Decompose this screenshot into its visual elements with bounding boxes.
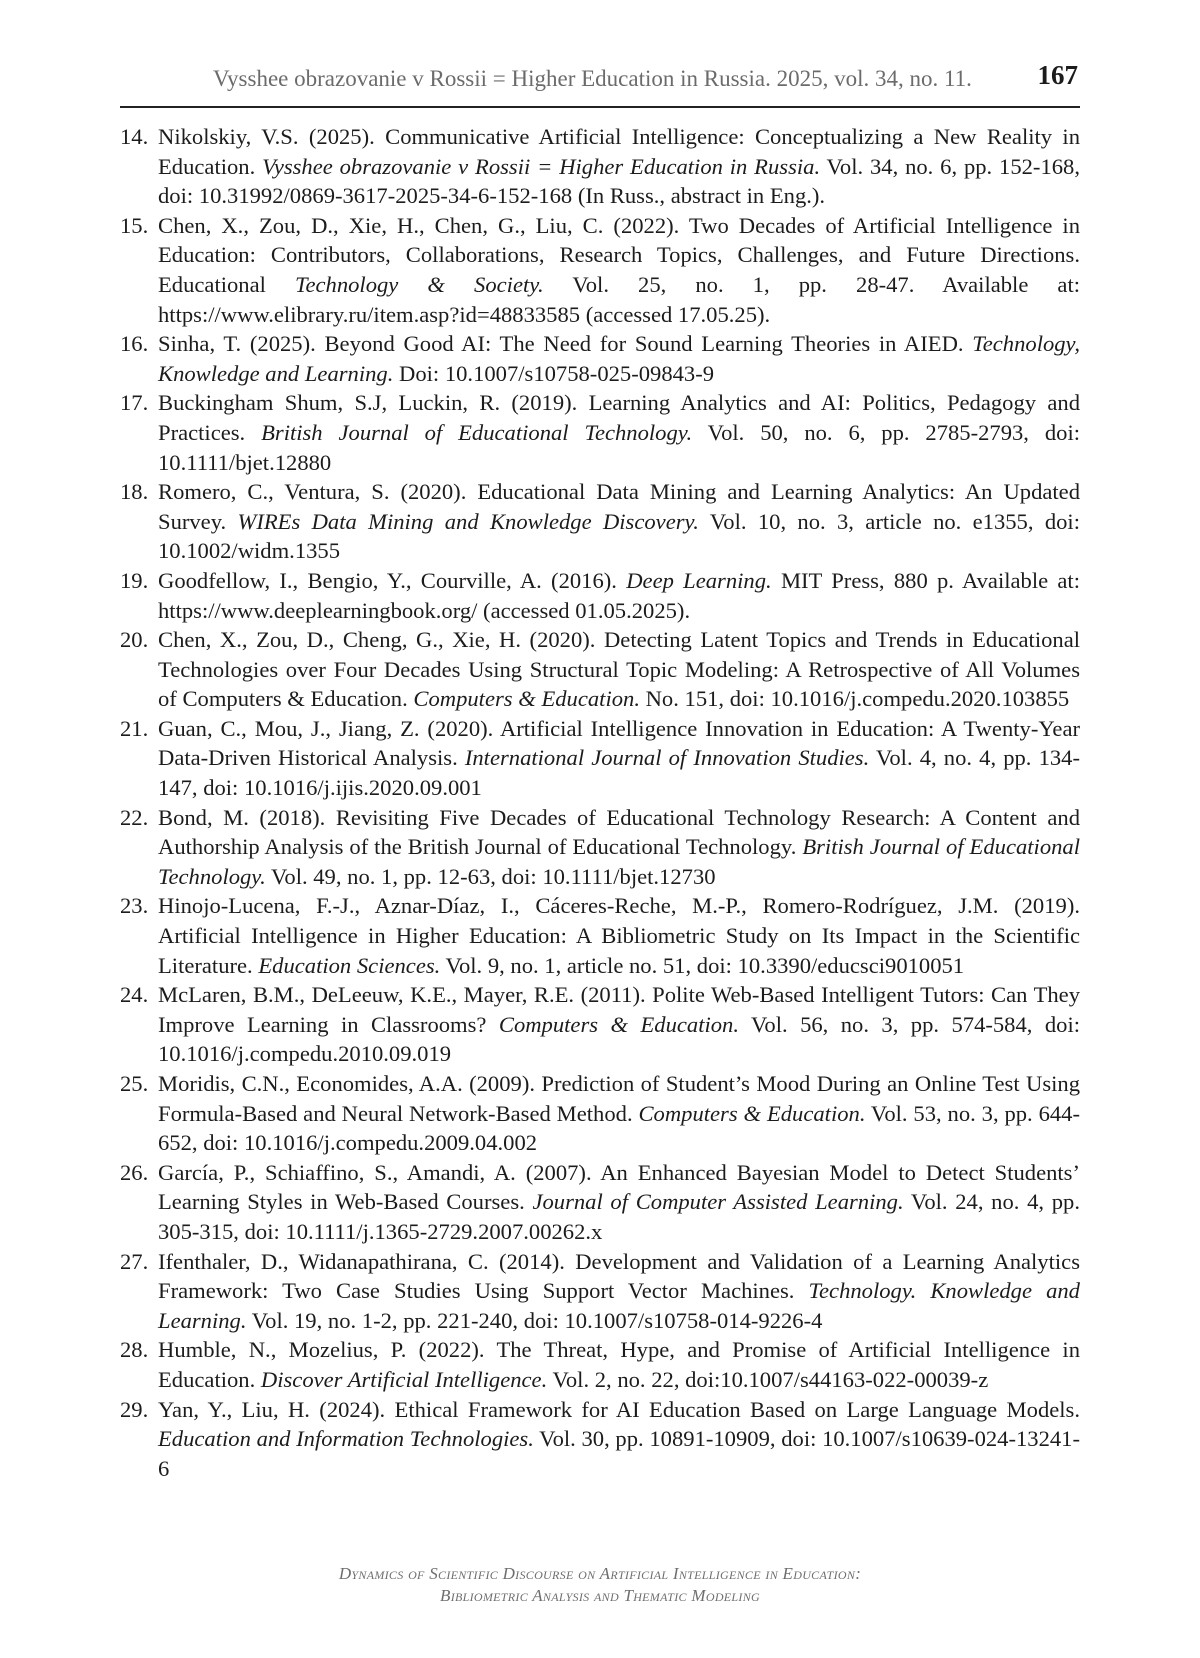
- reference-item: [120, 1335, 1080, 1394]
- page-footer: [0, 1563, 1200, 1607]
- reference-item: [120, 477, 1080, 566]
- reference-source: Deep Learning.: [626, 567, 772, 593]
- reference-source: Technology & Society.: [294, 271, 544, 297]
- reference-number: 24.: [120, 982, 149, 1008]
- reference-item: [120, 388, 1080, 477]
- reference-text: Yan, Y., Liu, H. (2024). Ethical Framework for AI Education Based on Large Language Models.: [158, 1396, 1080, 1422]
- reference-details: Vol. 4, no. 4, pp. 134-147, doi: 10.1016/j.ijis.2020.09.001: [158, 745, 1080, 801]
- reference-item: [120, 1395, 1080, 1484]
- reference-text: Nikolskiy, V.S. (2025). Communicative Artificial Intelligence: Conceptualizing a New Reality in Education.: [158, 124, 1080, 179]
- reference-item: [120, 329, 1080, 388]
- reference-source: Technology, Knowledge and Learning.: [158, 331, 1080, 386]
- reference-number: 21.: [120, 715, 149, 741]
- reference-source: British Journal of Educational Technology.: [261, 419, 693, 445]
- reference-number: 19.: [120, 567, 149, 593]
- reference-item: [120, 1158, 1080, 1247]
- reference-details: Vol. 53, no. 3, pp. 644-652, doi: 10.1016/j.compedu.2009.04.002: [158, 1100, 1080, 1156]
- reference-item: [120, 122, 1080, 211]
- footer-title-line-1: Dynamics of Scientific Discourse on Artificial Intelligence in Education:: [338, 1564, 862, 1583]
- reference-text: Bond, M. (2018). Revisiting Five Decades of Educational Technology Research: A Content and Authorship Analysis of the British Journal of Educational Technology.: [158, 804, 1080, 860]
- reference-source: British Journal of Educational Technology.: [158, 834, 1080, 889]
- reference-item: [120, 891, 1080, 980]
- reference-text: Chen, X., Zou, D., Xie, H., Chen, G., Liu, C. (2022). Two Decades of Artificial Intelligence in Education: Contributors, Collaborations, Research Topics, Challenges, and Future Directions. Educational: [158, 212, 1080, 297]
- reference-details: MIT Press, 880 p. Available at: https://www.deeplearningbook.org/ (accessed 01.05.2025).: [158, 567, 1080, 623]
- reference-number: 20.: [120, 627, 149, 653]
- reference-details: Vol. 49, no. 1, pp. 12-63, doi: 10.1111/bjet.12730: [265, 863, 716, 889]
- reference-details: Vol. 9, no. 1, article no. 51, doi: 10.3390/educsci9010051: [440, 952, 965, 978]
- reference-source: International Journal of Innovation Studies.: [464, 745, 870, 771]
- reference-details: Vol. 34, no. 6, pp. 152-168, doi: 10.31992/0869-3617-2025-34-6-152-168 (In Russ., abstract in Eng.).: [158, 153, 1080, 209]
- reference-list: [120, 122, 1080, 1483]
- reference-source: WIREs Data Mining and Knowledge Discovery.: [237, 508, 699, 534]
- reference-text: Guan, C., Mou, J., Jiang, Z. (2020). Artificial Intelligence Innovation in Education: A Twenty-Year Data-Driven Historical Analysis.: [158, 715, 1080, 771]
- reference-source: Vysshee obrazovanie v Rossii = Higher Education in Russia.: [262, 153, 821, 179]
- reference-item: [120, 714, 1080, 803]
- reference-number: 14.: [120, 124, 149, 149]
- reference-number: 17.: [120, 390, 149, 416]
- reference-item: [120, 980, 1080, 1069]
- reference-details: Vol. 30, pp. 10891-10909, doi: 10.1007/s10639-024-13241-6: [158, 1426, 1080, 1481]
- running-title: Vysshee obrazovanie v Rossii = Higher Education in Russia. 2025, vol. 34, no. 11.: [213, 66, 972, 91]
- footer-title-line-2: Bibliometric Analysis and Thematic Modeling: [440, 1586, 760, 1605]
- reference-text: Buckingham Shum, S.J, Luckin, R. (2019). Learning Analytics and AI: Politics, Pedagogy and Practices.: [158, 390, 1080, 445]
- reference-text: Hinojo-Lucena, F.-J., Aznar-Díaz, I., Cáceres-Reche, M.-P., Romero-Rodríguez, J.M. (2019). Artificial Intelligence in Higher Education: A Bibliometric Study on Its Impact in the Scientific Literature.: [158, 893, 1080, 978]
- reference-item: [120, 1247, 1080, 1336]
- page-header: [120, 58, 1080, 108]
- reference-details: No. 151, doi: 10.1016/j.compedu.2020.103855: [639, 686, 1070, 712]
- reference-item: [120, 566, 1080, 625]
- reference-text: García, P., Schiaffino, S., Amandi, A. (2007). An Enhanced Bayesian Model to Detect Students’ Learning Styles in Web-Based Courses.: [158, 1159, 1080, 1215]
- reference-source: Journal of Computer Assisted Learning.: [532, 1189, 904, 1215]
- reference-details: Doi: 10.1007/s10758-025-09843-9: [393, 360, 715, 386]
- reference-text: Humble, N., Mozelius, P. (2022). The Threat, Hype, and Promise of Artificial Intelligence in Education.: [158, 1337, 1080, 1392]
- reference-source: Education and Information Technologies.: [158, 1426, 534, 1452]
- reference-details: Vol. 19, no. 1-2, pp. 221-240, doi: 10.1007/s10758-014-9226-4: [246, 1307, 823, 1333]
- reference-number: 15.: [120, 212, 149, 238]
- reference-details: Vol. 10, no. 3, article no. e1355, doi: 10.1002/widm.1355: [158, 508, 1080, 564]
- reference-details: Vol. 24, no. 4, pp. 305-315, doi: 10.1111/j.1365-2729.2007.00262.x: [158, 1189, 1080, 1244]
- reference-source: Technology. Knowledge and Learning.: [158, 1278, 1080, 1333]
- reference-text: McLaren, B.M., DeLeeuw, K.E., Mayer, R.E. (2011). Polite Web-Based Intelligent Tutors: Can They Improve Learning in Classrooms?: [158, 982, 1080, 1037]
- reference-number: 18.: [120, 479, 149, 505]
- page-number: 167: [1037, 60, 1078, 90]
- reference-number: 28.: [120, 1337, 149, 1363]
- reference-source: Computers & Education.: [413, 686, 640, 712]
- reference-text: Moridis, C.N., Economides, A.A. (2009). Prediction of Student’s Mood During an Online Test Using Formula-Based and Neural Network-Based Method.: [158, 1071, 1080, 1126]
- reference-item: [120, 1069, 1080, 1158]
- reference-details: Vol. 56, no. 3, pp. 574-584, doi: 10.1016/j.compedu.2010.09.019: [158, 1011, 1081, 1067]
- reference-text: Ifenthaler, D., Widanapathirana, C. (2014). Development and Validation of a Learning Analytics Framework: Two Case Studies Using Support Vector Machines.: [158, 1248, 1080, 1304]
- reference-number: 26.: [120, 1159, 149, 1185]
- reference-details: Vol. 2, no. 22, doi:10.1007/s44163-022-00039-z: [547, 1366, 989, 1392]
- reference-item: [120, 803, 1080, 892]
- reference-source: Computers & Education.: [638, 1100, 866, 1126]
- reference-text: Goodfellow, I., Bengio, Y., Courville, A. (2016).: [158, 567, 627, 593]
- reference-source: Discover Artificial Intelligence.: [260, 1366, 548, 1392]
- reference-number: 25.: [120, 1071, 149, 1096]
- reference-number: 22.: [120, 804, 149, 830]
- reference-text: Romero, C., Ventura, S. (2020). Educational Data Mining and Learning Analytics: An Updated Survey.: [158, 479, 1080, 534]
- reference-details: Vol. 25, no. 1, pp. 28-47. Available at: https://www.elibrary.ru/item.asp?id=48833585 (accessed 17.05.25).: [158, 271, 1081, 327]
- reference-number: 27.: [120, 1248, 149, 1274]
- reference-text: Sinha, T. (2025). Beyond Good AI: The Need for Sound Learning Theories in AIED.: [158, 331, 973, 357]
- reference-source: Computers & Education.: [498, 1011, 739, 1037]
- reference-text: Chen, X., Zou, D., Cheng, G., Xie, H. (2020). Detecting Latent Topics and Trends in Educational Technologies over Four Decades Using Structural Topic Modeling: A Retrospective of All Volumes of Computers & Education.: [158, 627, 1080, 712]
- reference-number: 29.: [120, 1396, 149, 1422]
- reference-source: Education Sciences.: [258, 952, 441, 978]
- reference-number: 23.: [120, 893, 149, 919]
- reference-number: 16.: [120, 331, 149, 357]
- reference-details: Vol. 50, no. 6, pp. 2785-2793, doi: 10.1111/bjet.12880: [158, 419, 1080, 475]
- reference-item: [120, 625, 1080, 714]
- reference-item: [120, 211, 1080, 329]
